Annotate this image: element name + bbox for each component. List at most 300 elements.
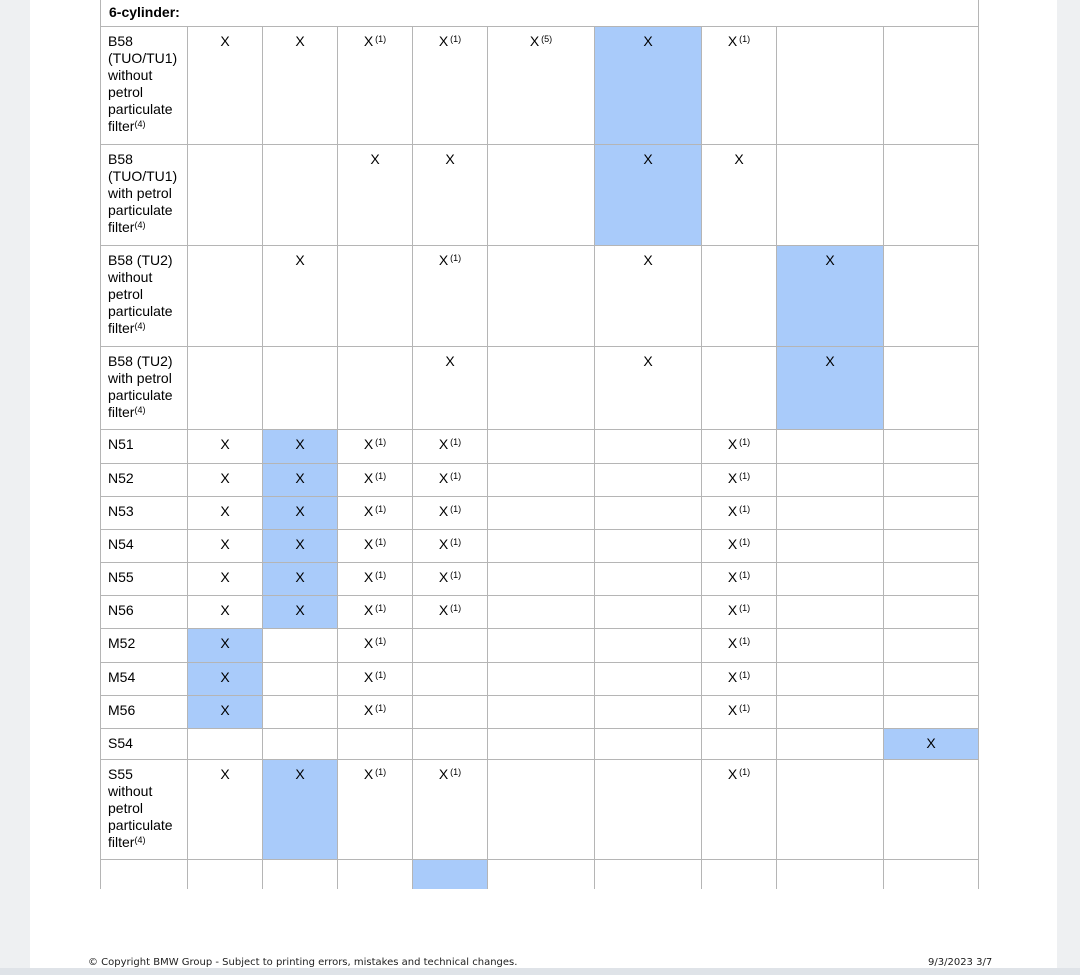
compat-cell <box>884 464 979 497</box>
footnote-marker: (1) <box>739 603 751 613</box>
footnote-marker: (1) <box>450 504 462 514</box>
compat-cell <box>595 497 702 530</box>
compat-cell <box>777 430 884 464</box>
engine-label-line: B58 (TU2) <box>108 252 173 268</box>
compat-mark: X <box>220 436 230 452</box>
footnote-marker: (1) <box>739 636 751 646</box>
compat-mark: X $^{(1)}$ <box>363 536 387 552</box>
compat-cell <box>884 27 979 145</box>
compat-cell <box>413 464 488 497</box>
compat-cell <box>188 696 263 729</box>
compat-mark: X <box>643 353 653 369</box>
engine-label-line: particulate <box>108 303 173 319</box>
engine-label-line: (TUO/TU1) <box>108 168 178 184</box>
compat-cell <box>263 430 338 464</box>
compat-cell <box>488 760 595 860</box>
compat-cell <box>338 760 413 860</box>
footnote-marker: (1) <box>375 471 387 481</box>
compat-mark: X <box>295 252 305 268</box>
compat-mark: X $^{(1)}$ <box>727 33 751 49</box>
compat-mark: X $^{(1)}$ <box>438 569 462 585</box>
compat-cell <box>777 464 884 497</box>
compat-cell <box>884 760 979 860</box>
engine-label-line: petrol <box>108 286 144 302</box>
compat-cell <box>702 696 777 729</box>
footnote-marker: (5) <box>541 34 553 44</box>
compat-cell <box>884 347 979 430</box>
compat-cell <box>263 530 338 563</box>
compat-cell <box>702 860 777 889</box>
compat-cell <box>413 497 488 530</box>
footnote-marker: (1) <box>739 437 751 447</box>
compat-mark: X $^{(1)}$ <box>363 766 387 782</box>
engine-label-line: filter <box>108 404 135 420</box>
compat-cell <box>777 663 884 696</box>
compat-cell <box>884 497 979 530</box>
compat-cell <box>188 530 263 563</box>
table-row <box>101 464 979 497</box>
engine-label <box>101 27 188 145</box>
compat-cell <box>263 497 338 530</box>
compat-cell <box>263 760 338 860</box>
footnote-marker: (1) <box>739 570 751 580</box>
footnote-marker: (1) <box>739 670 751 680</box>
compat-cell <box>702 760 777 860</box>
compat-mark: X <box>295 33 305 49</box>
compat-mark: X <box>926 735 936 751</box>
footnote-marker: (1) <box>375 537 387 547</box>
engine-label-line: filter <box>108 320 135 336</box>
compat-cell <box>595 430 702 464</box>
compat-mark: X $^{(1)}$ <box>438 536 462 552</box>
table-row <box>101 27 979 145</box>
compat-cell <box>488 729 595 760</box>
compat-cell <box>777 629 884 663</box>
engine-label-line: N51 <box>108 436 134 452</box>
compat-cell <box>188 464 263 497</box>
compat-cell <box>338 246 413 347</box>
footnote-marker: (1) <box>739 34 751 44</box>
compat-mark: X <box>825 353 835 369</box>
compat-mark: X <box>643 151 653 167</box>
compat-cell <box>702 145 777 246</box>
compat-cell <box>595 596 702 629</box>
compat-cell <box>188 246 263 347</box>
compat-cell <box>702 530 777 563</box>
compat-cell <box>595 27 702 145</box>
footnote-marker: (1) <box>739 767 751 777</box>
engine-label-line: N52 <box>108 470 134 486</box>
compat-cell <box>884 860 979 889</box>
compat-cell <box>263 596 338 629</box>
engine-label-line: M52 <box>108 635 136 651</box>
compat-cell <box>188 563 263 596</box>
compat-mark: X <box>220 503 230 519</box>
compat-cell <box>488 347 595 430</box>
compat-cell <box>777 596 884 629</box>
compat-cell <box>413 629 488 663</box>
engine-label-line: filter <box>108 118 135 134</box>
compat-cell <box>338 860 413 889</box>
engine-label <box>101 760 188 860</box>
footnote-marker: (1) <box>450 603 462 613</box>
compat-cell <box>413 760 488 860</box>
compat-cell <box>188 729 263 760</box>
engine-label-line: filter <box>108 219 135 235</box>
compat-cell <box>595 563 702 596</box>
compat-cell <box>413 596 488 629</box>
compat-mark: X $^{(1)}$ <box>727 436 751 452</box>
section-header: 6-cylinder: <box>101 0 979 27</box>
compat-cell <box>338 464 413 497</box>
compat-cell <box>338 530 413 563</box>
compat-cell <box>702 464 777 497</box>
compat-mark: X $^{(1)}$ <box>727 766 751 782</box>
engine-label-line: particulate <box>108 817 173 833</box>
engine-label-line: particulate <box>108 101 173 117</box>
compat-mark: X $^{(1)}$ <box>363 635 387 651</box>
compat-cell <box>884 530 979 563</box>
compat-mark: X $^{(1)}$ <box>727 602 751 618</box>
compat-cell <box>413 430 488 464</box>
compat-cell <box>595 760 702 860</box>
compat-cell <box>188 347 263 430</box>
engine-label <box>101 497 188 530</box>
compat-cell <box>488 563 595 596</box>
compat-cell <box>413 860 488 889</box>
footnote-marker: (1) <box>450 471 462 481</box>
compat-cell <box>884 246 979 347</box>
compat-cell <box>488 464 595 497</box>
compat-cell <box>338 729 413 760</box>
table-row <box>101 696 979 729</box>
compat-mark: X <box>643 252 653 268</box>
compat-cell <box>488 696 595 729</box>
compat-cell <box>338 430 413 464</box>
compat-cell <box>595 347 702 430</box>
compat-cell <box>488 860 595 889</box>
compat-mark: X <box>220 470 230 486</box>
compat-cell <box>884 145 979 246</box>
compat-cell <box>188 596 263 629</box>
table-row <box>101 430 979 464</box>
engine-label-line: without <box>108 269 153 285</box>
compat-mark: X $^{(1)}$ <box>727 569 751 585</box>
engine-label-line: N54 <box>108 536 134 552</box>
footer-copyright: © Copyright BMW Group - Subject to printing errors, mistakes and technical changes. <box>88 957 518 968</box>
compat-cell <box>338 347 413 430</box>
footnote-marker: (1) <box>450 437 462 447</box>
compat-mark: X <box>370 151 380 167</box>
compat-mark: X $^{(1)}$ <box>727 702 751 718</box>
engine-label <box>101 563 188 596</box>
compat-cell <box>488 497 595 530</box>
compat-cell <box>884 663 979 696</box>
compat-mark: X $^{(1)}$ <box>727 536 751 552</box>
compat-mark: X <box>445 151 455 167</box>
engine-label <box>101 430 188 464</box>
engine-label-line: (TUO/TU1) <box>108 50 178 66</box>
compat-cell <box>777 696 884 729</box>
footnote-marker: (4) <box>134 835 146 845</box>
table-row <box>101 596 979 629</box>
footnote-marker: (1) <box>375 570 387 580</box>
compat-mark: X $^{(1)}$ <box>438 33 462 49</box>
compat-cell <box>488 629 595 663</box>
footnote-marker: (1) <box>375 34 387 44</box>
compat-mark: X $^{(1)}$ <box>363 470 387 486</box>
footnote-marker: (1) <box>375 703 387 713</box>
compat-cell <box>488 246 595 347</box>
compat-mark: X <box>295 470 305 486</box>
compat-mark: X $^{(1)}$ <box>363 436 387 452</box>
compat-mark: X <box>220 33 230 49</box>
compat-mark: X <box>220 702 230 718</box>
compat-mark: X <box>295 569 305 585</box>
compat-cell <box>488 596 595 629</box>
compat-mark: X <box>295 436 305 452</box>
engine-label-line: petrol <box>108 84 144 100</box>
engine-label-line: B58 (TU2) <box>108 353 173 369</box>
engine-label-line: B58 <box>108 33 133 49</box>
compat-cell <box>338 145 413 246</box>
compat-cell <box>188 629 263 663</box>
engine-label <box>101 663 188 696</box>
compat-mark: X <box>295 503 305 519</box>
compat-cell <box>777 729 884 760</box>
compat-cell <box>595 729 702 760</box>
compat-cell <box>188 430 263 464</box>
compat-mark: X $^{(1)}$ <box>727 503 751 519</box>
compat-mark: X $^{(1)}$ <box>363 602 387 618</box>
compat-mark: X $^{(1)}$ <box>727 635 751 651</box>
compat-cell <box>702 347 777 430</box>
compat-cell <box>777 27 884 145</box>
compat-cell <box>488 430 595 464</box>
compat-cell <box>884 430 979 464</box>
compat-mark: X <box>295 602 305 618</box>
page-bottom-edge <box>0 968 1080 975</box>
compat-cell <box>777 497 884 530</box>
compat-cell <box>413 27 488 145</box>
compat-mark: X <box>825 252 835 268</box>
engine-label-line: N55 <box>108 569 134 585</box>
compat-cell <box>777 347 884 430</box>
compat-cell <box>777 860 884 889</box>
compat-mark: X $^{(1)}$ <box>363 669 387 685</box>
footnote-marker: (1) <box>739 537 751 547</box>
compat-cell <box>188 145 263 246</box>
compat-cell <box>702 430 777 464</box>
footnote-marker: (1) <box>739 471 751 481</box>
compat-mark: X <box>220 536 230 552</box>
compat-cell <box>488 663 595 696</box>
compat-cell <box>595 696 702 729</box>
compat-cell <box>263 729 338 760</box>
compat-mark: X $^{(1)}$ <box>438 436 462 452</box>
compat-cell <box>702 246 777 347</box>
engine-label-line: N53 <box>108 503 134 519</box>
footnote-marker: (1) <box>739 703 751 713</box>
compat-cell <box>263 629 338 663</box>
footnote-marker: (1) <box>375 437 387 447</box>
table-row <box>101 760 979 860</box>
footnote-marker: (1) <box>375 504 387 514</box>
compat-mark: X <box>220 669 230 685</box>
engine-label-line: N56 <box>108 602 134 618</box>
compat-cell <box>884 729 979 760</box>
compat-cell <box>884 596 979 629</box>
engine-label <box>101 729 188 760</box>
table-row <box>101 530 979 563</box>
compat-cell <box>702 497 777 530</box>
footnote-marker: (4) <box>134 321 146 331</box>
compat-cell <box>595 246 702 347</box>
engine-label <box>101 145 188 246</box>
compat-mark: X $^{(1)}$ <box>727 669 751 685</box>
compat-cell <box>263 246 338 347</box>
compat-cell <box>263 27 338 145</box>
engine-label-line: particulate <box>108 387 173 403</box>
engine-label-line: S54 <box>108 735 133 751</box>
compat-cell <box>338 596 413 629</box>
compat-cell <box>188 27 263 145</box>
compat-cell <box>702 663 777 696</box>
compat-cell <box>263 145 338 246</box>
compat-mark: X $^{(1)}$ <box>363 702 387 718</box>
compat-cell <box>413 563 488 596</box>
compat-mark: X <box>643 33 653 49</box>
compat-cell <box>413 347 488 430</box>
compat-mark: X $^{(1)}$ <box>438 766 462 782</box>
compat-cell <box>884 696 979 729</box>
table-row-partial <box>101 860 979 889</box>
engine-label-line: without <box>108 783 153 799</box>
compat-cell <box>413 145 488 246</box>
engine-label-line: without <box>108 67 153 83</box>
compat-cell <box>101 860 188 889</box>
engine-label-line: M54 <box>108 669 136 685</box>
compat-cell <box>413 696 488 729</box>
footnote-marker: (1) <box>450 34 462 44</box>
engine-label <box>101 347 188 430</box>
compat-mark: X $^{(5)}$ <box>529 33 553 49</box>
footnote-marker: (1) <box>450 537 462 547</box>
engine-label-line: B58 <box>108 151 133 167</box>
compat-cell <box>413 530 488 563</box>
table-row <box>101 497 979 530</box>
engine-label-line: filter <box>108 834 135 850</box>
compat-cell <box>884 563 979 596</box>
table-row <box>101 629 979 663</box>
compat-mark: X $^{(1)}$ <box>438 470 462 486</box>
footer-page-info: 9/3/2023 3/7 <box>928 957 993 968</box>
table-row <box>101 347 979 430</box>
compat-cell <box>263 860 338 889</box>
compat-mark: X <box>295 536 305 552</box>
compat-cell <box>188 760 263 860</box>
compat-mark: X <box>220 766 230 782</box>
engine-label <box>101 246 188 347</box>
engine-label <box>101 596 188 629</box>
compat-mark: X <box>445 353 455 369</box>
compat-cell <box>488 145 595 246</box>
compat-cell <box>413 729 488 760</box>
compat-cell <box>595 145 702 246</box>
compat-cell <box>263 663 338 696</box>
footnote-marker: (4) <box>134 405 146 415</box>
compat-cell <box>777 246 884 347</box>
compat-mark: X <box>295 766 305 782</box>
compat-mark: X $^{(1)}$ <box>363 503 387 519</box>
compat-cell <box>702 27 777 145</box>
compat-cell <box>595 629 702 663</box>
engine-label-line: with petrol <box>108 185 172 201</box>
compat-cell <box>263 696 338 729</box>
compat-cell <box>263 563 338 596</box>
compat-cell <box>595 663 702 696</box>
table-row <box>101 729 979 760</box>
footnote-marker: (1) <box>375 603 387 613</box>
compat-cell <box>338 563 413 596</box>
engine-label <box>101 696 188 729</box>
compat-mark: X $^{(1)}$ <box>438 503 462 519</box>
compat-cell <box>777 145 884 246</box>
compat-cell <box>488 530 595 563</box>
compat-cell <box>413 246 488 347</box>
engine-label-line: with petrol <box>108 370 172 386</box>
table-row <box>101 563 979 596</box>
compat-cell <box>413 663 488 696</box>
compat-cell <box>702 729 777 760</box>
compat-cell <box>263 347 338 430</box>
compat-mark: X <box>220 602 230 618</box>
table-row <box>101 663 979 696</box>
engine-label <box>101 629 188 663</box>
engine-label-line: petrol <box>108 800 144 816</box>
compat-mark: X <box>220 635 230 651</box>
compat-cell <box>777 760 884 860</box>
engine-label-line: particulate <box>108 202 173 218</box>
compat-cell <box>777 563 884 596</box>
footnote-marker: (1) <box>739 504 751 514</box>
compat-cell <box>777 530 884 563</box>
compat-cell <box>884 629 979 663</box>
compat-mark: X $^{(1)}$ <box>363 569 387 585</box>
compat-cell <box>702 629 777 663</box>
footnote-marker: (4) <box>134 119 146 129</box>
table-row <box>101 145 979 246</box>
compatibility-table <box>100 0 979 889</box>
footnote-marker: (1) <box>375 670 387 680</box>
footnote-marker: (1) <box>450 570 462 580</box>
footnote-marker: (1) <box>375 767 387 777</box>
engine-label <box>101 530 188 563</box>
compat-cell <box>338 27 413 145</box>
engine-label-line: M56 <box>108 702 136 718</box>
compat-cell <box>188 860 263 889</box>
compat-mark: X $^{(1)}$ <box>727 470 751 486</box>
compat-cell <box>338 629 413 663</box>
compat-cell <box>702 563 777 596</box>
footnote-marker: (1) <box>450 767 462 777</box>
footnote-marker: (4) <box>134 220 146 230</box>
footnote-marker: (1) <box>375 636 387 646</box>
compat-mark: X $^{(1)}$ <box>438 252 462 268</box>
compat-cell <box>595 860 702 889</box>
compat-cell <box>338 663 413 696</box>
table-row <box>101 246 979 347</box>
